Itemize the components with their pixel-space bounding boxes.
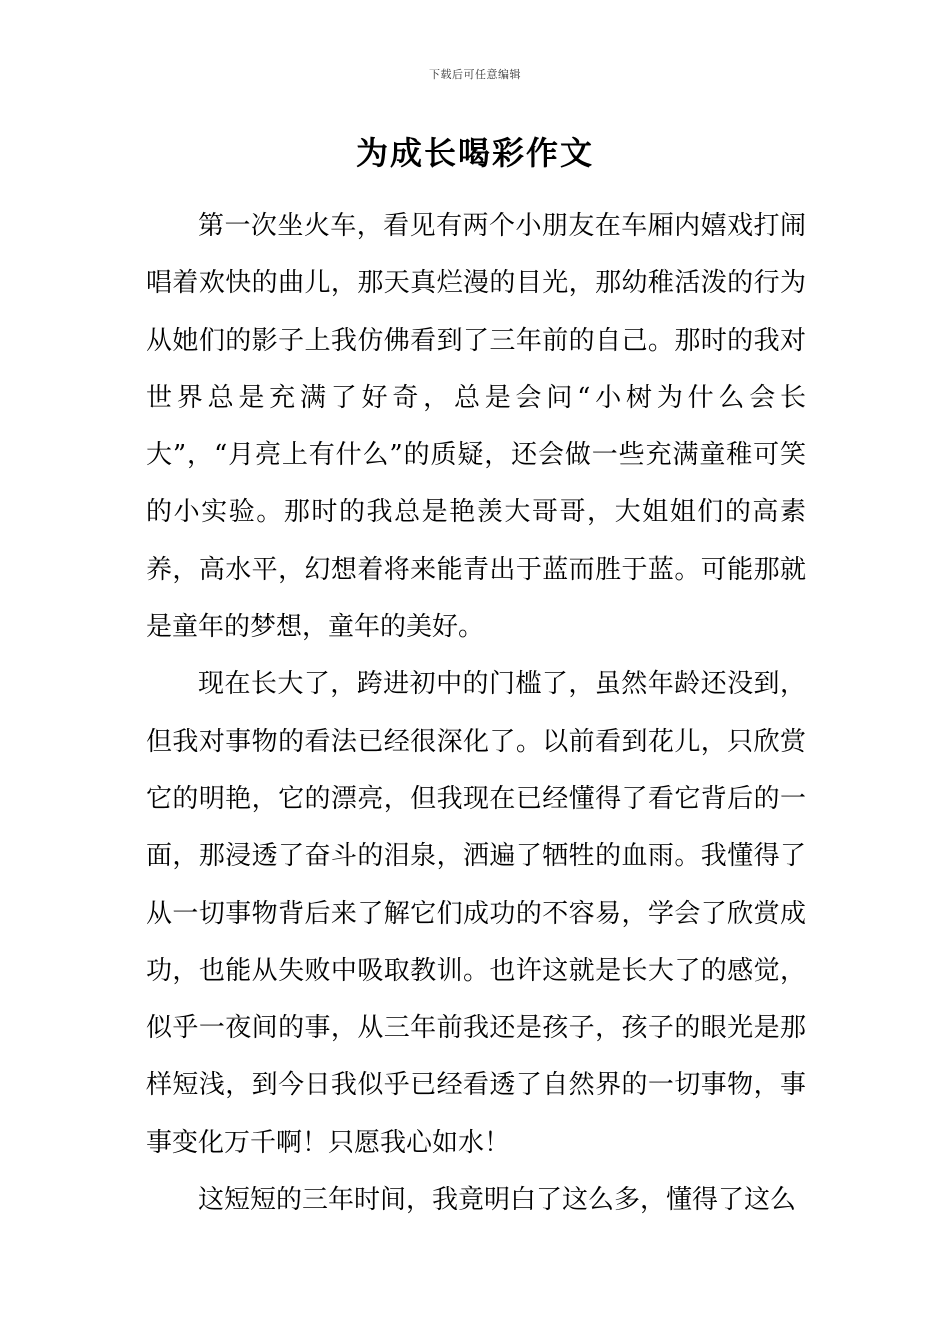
document-title: 为成长喝彩作文 <box>355 134 594 172</box>
paragraph-2: 现在长大了，跨进初中的门槛了，虽然年龄还没到，但我对事物的看法已经很深化了。以前看到花儿，只欣赏它的明艳，它的漂亮，但我现在已经懂得了看它背后的一面，那浸透了奋斗的泪泉，洒遍了牺牲的血雨。我懂得了从一切事物背后来了解它们成功的不容易，学会了欣赏成功，也能从失败中吸取教训。也许这就是长大了的感觉，似乎一夜间的事，从三年前我还是孩子，孩子的眼光是那样短浅，到今日我似乎已经看透了自然界的一切事物，事事变化万千啊！只愿我心如水！ <box>146 669 806 1158</box>
paragraph-1: 第一次坐火车，看见有两个小朋友在车厢内嬉戏打闹唱着欢快的曲儿，那天真烂漫的目光，那幼稚活泼的行为从她们的影子上我仿佛看到了三年前的自己。那时的我对世界总是充满了好奇，总是会问“小树为什么会长大”，“月亮上有什么”的质疑，还会做一些充满童稚可笑的小实验。那时的我总是艳羡大哥哥，大姐姐们的高素养，高水平，幻想着将来能青出于蓝而胜于蓝。可能那就是童年的梦想，童年的美好。 <box>146 211 806 643</box>
paragraph-3: 这短短的三年时间，我竟明白了这么多，懂得了这么 <box>198 1185 797 1216</box>
header-note: 下载后可任意编辑 <box>429 68 521 81</box>
document-body <box>146 198 806 1229</box>
